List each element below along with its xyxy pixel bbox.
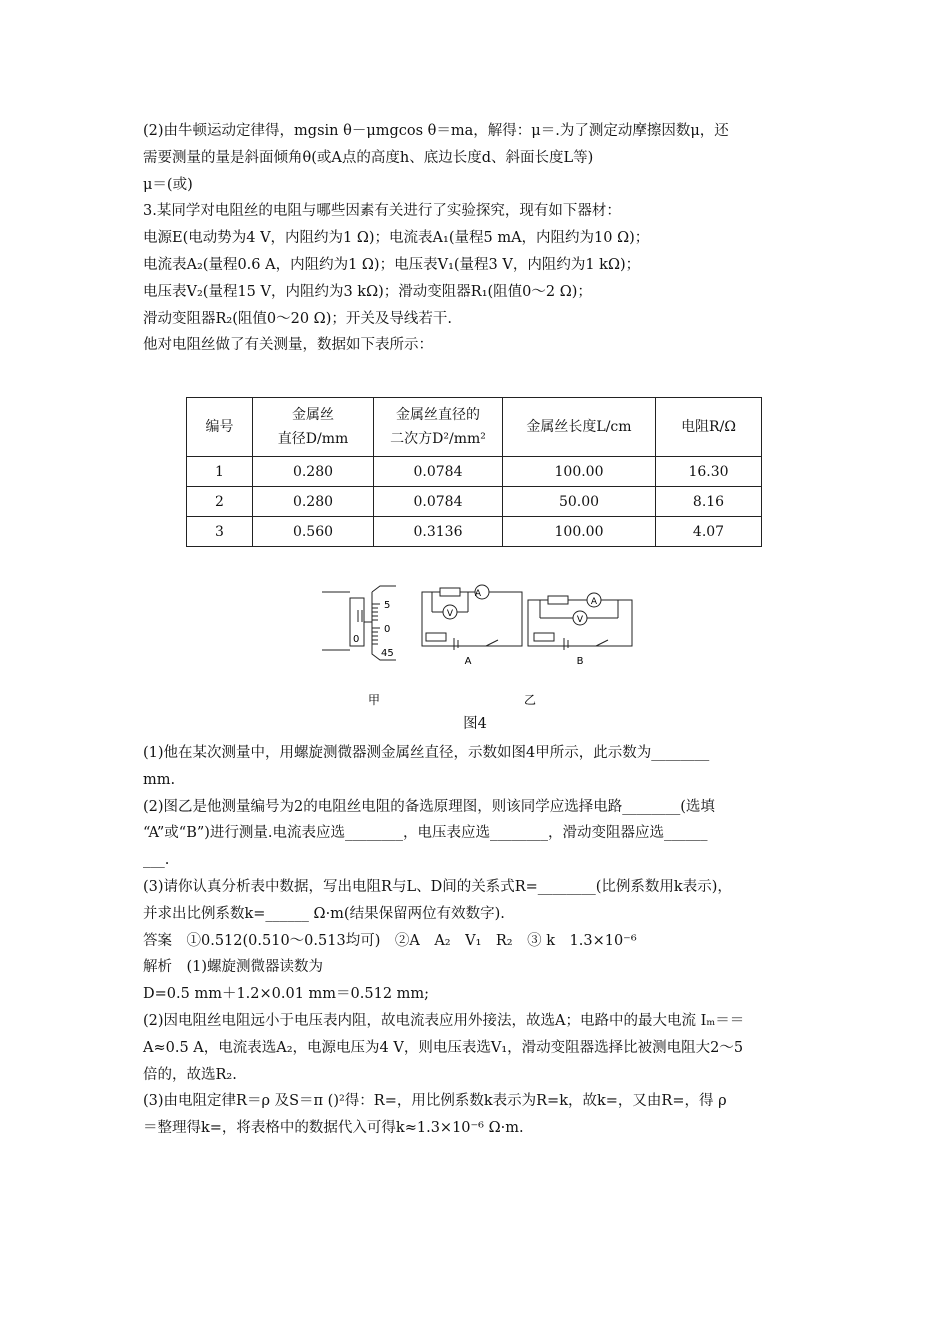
question-line: “A”或“B”)进行测量.电流表应选________，电压表应选________，滑动变阻器应选______: [143, 825, 708, 842]
data-table: [186, 397, 762, 547]
table-cell: 100.00: [503, 517, 656, 547]
table-cell: 16.30: [656, 457, 762, 487]
question-line: 并求出比例系数k=______ Ω·m(结果保留两位有效数字).: [143, 905, 505, 922]
intro-line: 滑动变阻器R₂(阻值0～20 Ω)；开关及导线若干.: [143, 310, 452, 327]
question-line: (1)他在某次测量中，用螺旋测微器测金属丝直径，示数如图4甲所示，此示数为________: [143, 745, 710, 761]
table-header: 金属丝直径的 二次方D²/mm²: [374, 398, 503, 457]
table-cell: 50.00: [503, 487, 656, 517]
analysis-line: A≈0.5 A，电流表选A₂，电源电压为4 V，则电压表选V₁，滑动变阻器选择比被测电阻大2～5: [143, 1039, 744, 1056]
table-row: [187, 487, 762, 517]
ammeter-label: A: [590, 597, 598, 607]
table-row: [187, 517, 762, 547]
table-cell: 0.0784: [374, 487, 503, 517]
table-cell: 1: [187, 457, 253, 487]
label-jia: 甲: [367, 693, 381, 707]
analysis-line: 倍的，故选R₂.: [143, 1066, 237, 1083]
table-cell: 8.16: [656, 487, 762, 517]
intro-line: (2)由牛顿运动定律得，mgsin θ－μmgcos θ＝ma，解得：μ＝.为了测定动摩擦因数μ，还: [143, 123, 729, 139]
ammeter-label: A: [474, 589, 482, 599]
voltmeter-label: V: [576, 615, 584, 625]
analysis-line: 解析 (1)螺旋测微器读数为: [143, 959, 324, 976]
sleeve-label: 0: [353, 634, 360, 645]
scale-label: 45: [381, 648, 394, 659]
table-header-row: [187, 398, 762, 457]
table-header: 金属丝 直径D/mm: [253, 398, 374, 457]
intro-line: μ＝(或): [143, 176, 193, 193]
voltmeter-label: V: [446, 609, 454, 619]
answer-line: 答案 ①0.512(0.510～0.513均可) ②A A₂ V₁ R₂ ③ k 1.3×10⁻⁶: [143, 932, 637, 949]
intro-line: 3.某同学对电阻丝的电阻与哪些因素有关进行了实验探究，现有如下器材：: [143, 203, 621, 220]
analysis-line: (2)因电阻丝电阻远小于电压表内阻，故电流表应用外接法，故选A；电路中的最大电流 Iₘ＝＝: [143, 1012, 745, 1029]
intro-line: 他对电阻丝做了有关测量，数据如下表所示：: [143, 337, 433, 354]
table-cell: 0.3136: [374, 517, 503, 547]
table-cell: 0.280: [253, 457, 374, 487]
experiment-figure: [318, 582, 638, 712]
table-header: 电阻R/Ω: [656, 398, 762, 457]
analysis-line: D=0.5 mm＋1.2×0.01 mm＝0.512 mm;: [143, 986, 430, 1003]
table-row: [187, 457, 762, 487]
circuit-a: [422, 585, 522, 650]
table-cell: 3: [187, 517, 253, 547]
question-line: mm.: [143, 771, 176, 788]
question-line: ___.: [143, 852, 170, 869]
intro-line: 电流表A₂(量程0.6 A，内阻约为1 Ω)；电压表V₁(量程3 V，内阻约为1 kΩ)；: [143, 256, 641, 273]
label-yi: 乙: [523, 693, 537, 707]
question-line: (3)请你认真分析表中数据，写出电阻R与L、D间的关系式R=________(比例系数用k表示)，: [143, 878, 732, 895]
table-header: 金属丝长度L/cm: [503, 398, 656, 457]
table-cell: 0.560: [253, 517, 374, 547]
circuit-b-label: B: [576, 656, 584, 667]
analysis-line: (3)由电阻定律R＝ρ 及S＝π ()²得：R=，用比例系数k表示为R=k，故k=，又由R=，得 ρ: [143, 1093, 727, 1110]
intro-line: 需要测量的量是斜面倾角θ(或A点的高度h、底边长度d、斜面长度L等): [143, 149, 594, 166]
figure-caption: 图4: [463, 716, 487, 732]
intro-line: 电源E(电动势为4 V，内阻约为1 Ω)；电流表A₁(量程5 mA，内阻约为10 Ω)；: [143, 230, 650, 247]
table-header: 编号: [187, 398, 253, 457]
questions-and-answers: [143, 740, 823, 1142]
table-cell: 0.0784: [374, 457, 503, 487]
circuit-a-label: A: [464, 656, 472, 667]
table-cell: 100.00: [503, 457, 656, 487]
intro-text: [143, 118, 823, 359]
table-cell: 2: [187, 487, 253, 517]
scale-label: 5: [384, 600, 391, 611]
question-line: (2)图乙是他测量编号为2的电阻丝电阻的备选原理图，则该同学应选择电路________(选填: [143, 798, 715, 815]
scale-label: 0: [384, 624, 391, 635]
table-cell: 0.280: [253, 487, 374, 517]
intro-line: 电压表V₂(量程15 V，内阻约为3 kΩ)；滑动变阻器R₁(阻值0～2 Ω)；: [143, 283, 592, 300]
analysis-line: ＝整理得k=，将表格中的数据代入可得k≈1.3×10⁻⁶ Ω·m.: [143, 1120, 524, 1137]
table-cell: 4.07: [656, 517, 762, 547]
